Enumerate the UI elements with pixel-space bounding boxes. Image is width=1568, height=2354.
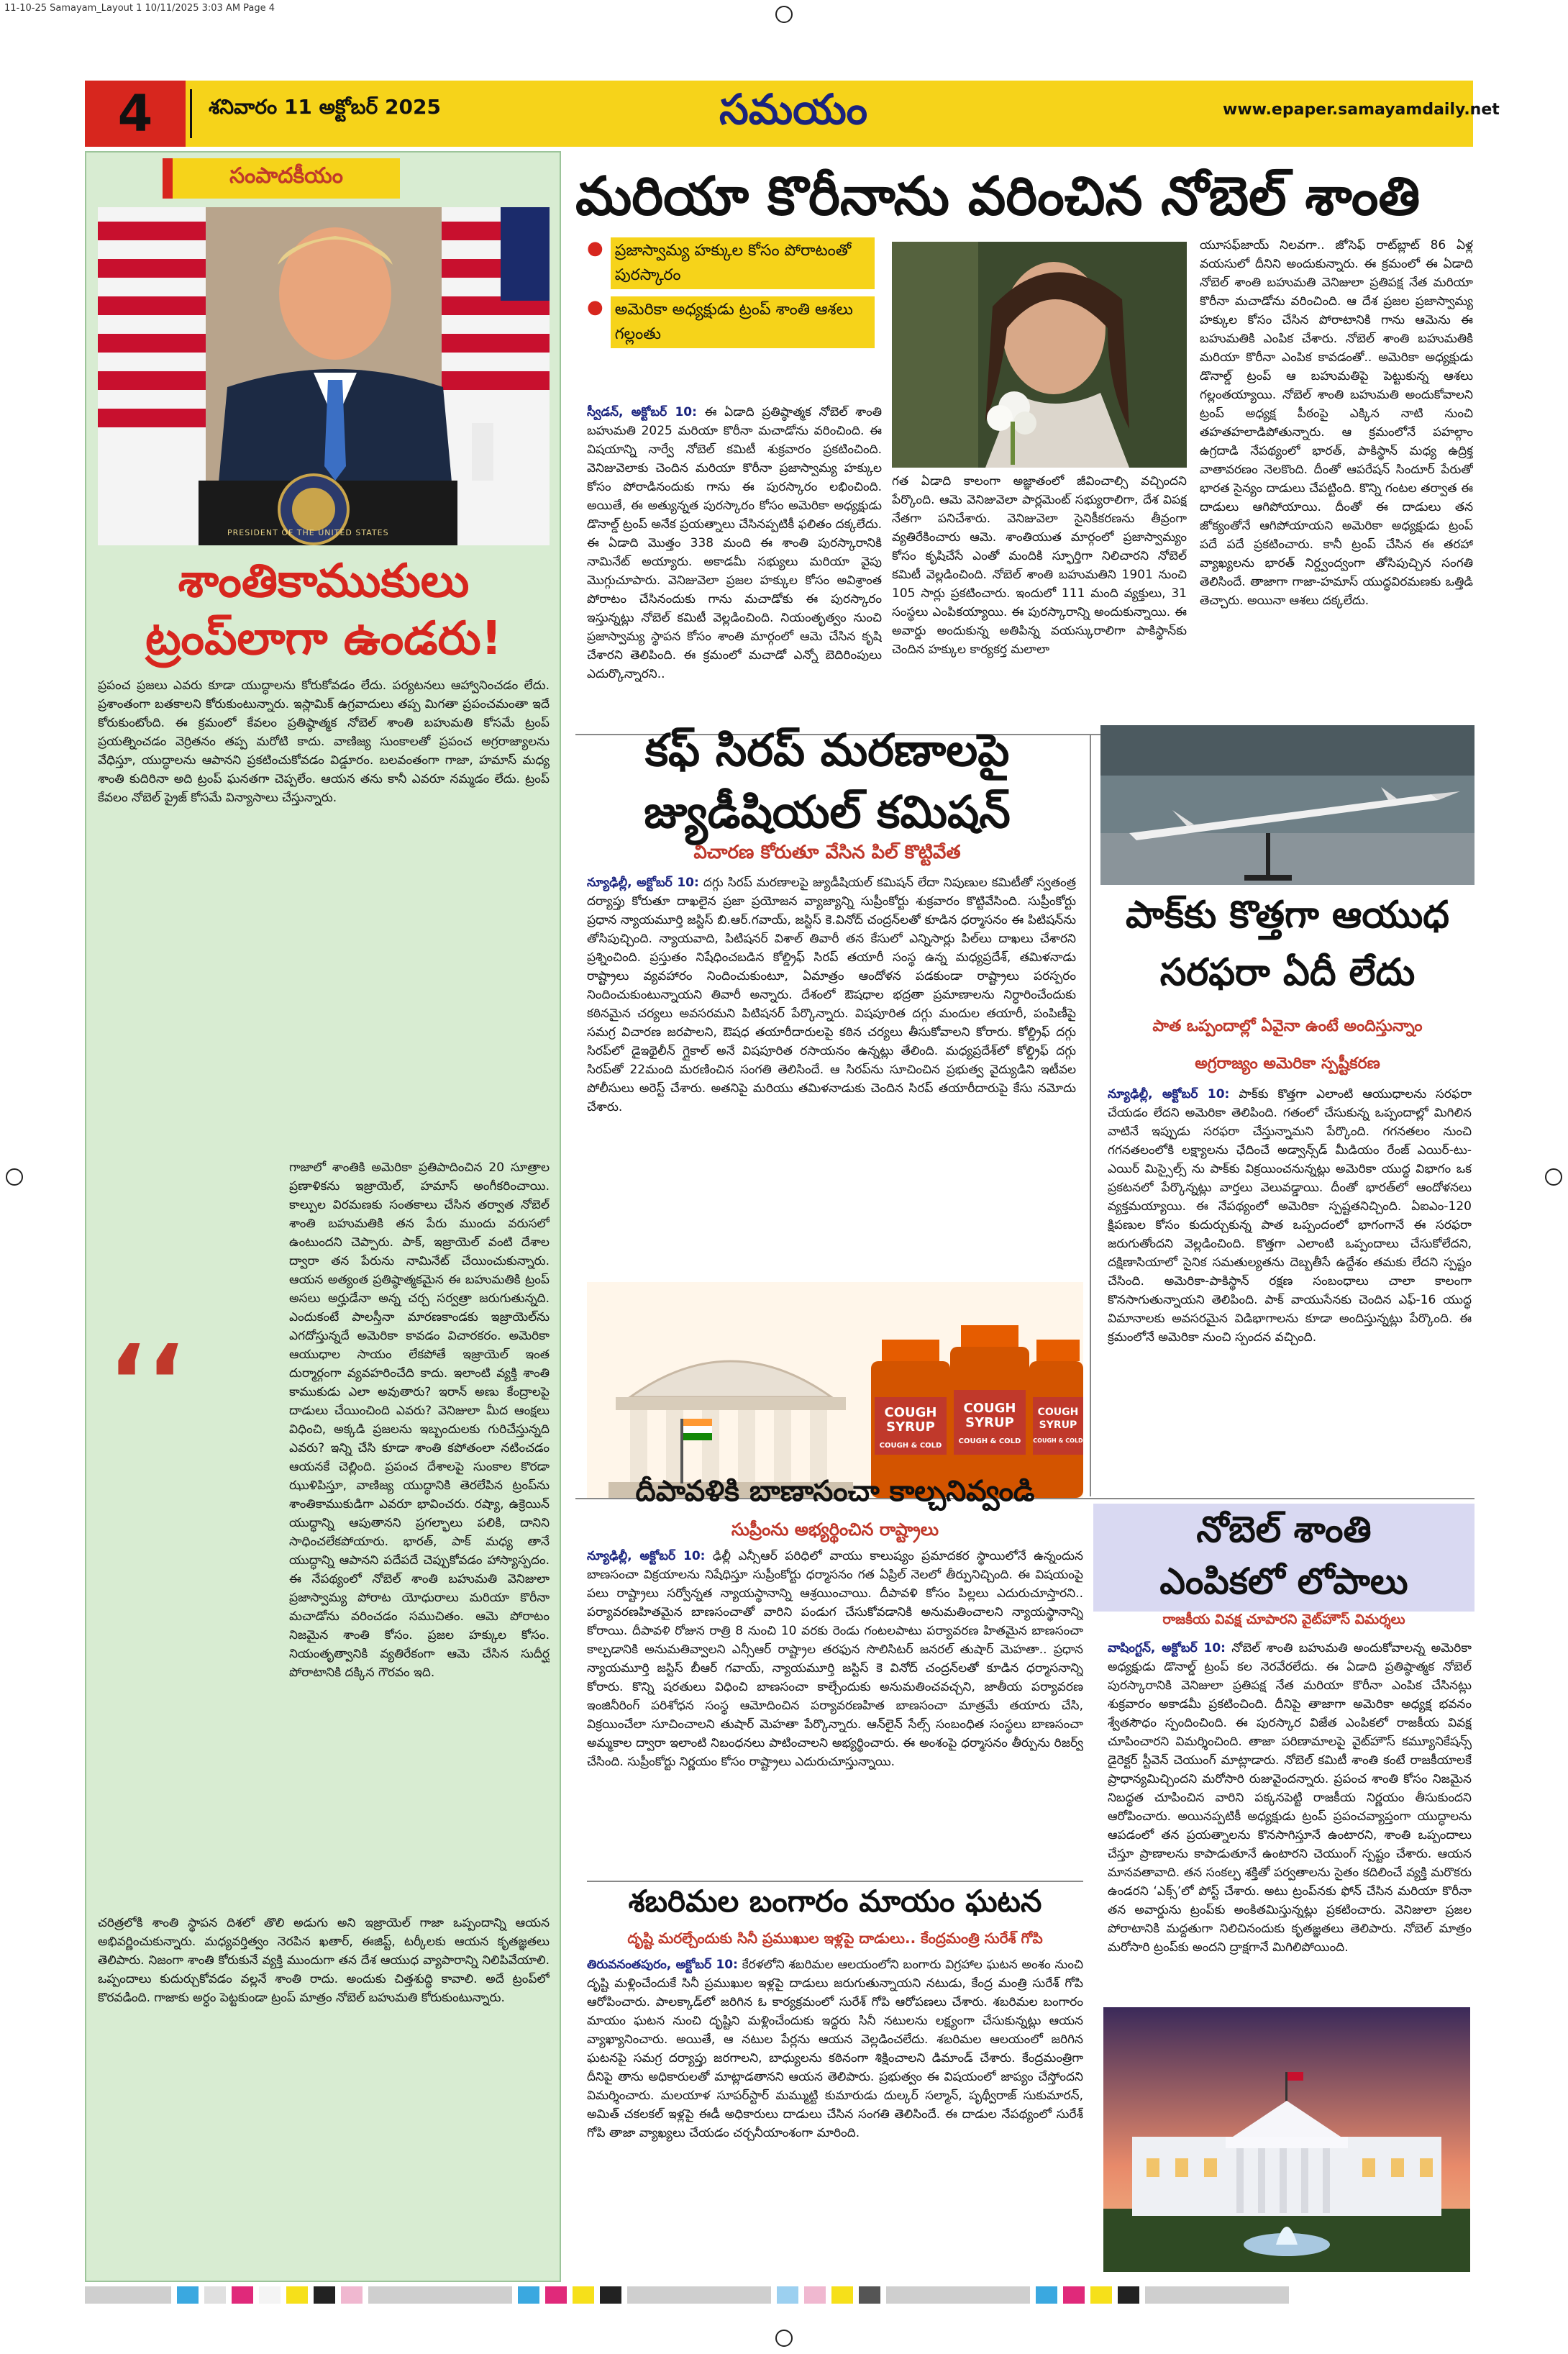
header-red-block xyxy=(85,81,186,147)
nobel-flaws-body: వాషింగ్టన్, అక్టోబర్ 10: నోబెల్ శాంతి బహుమతి అందుకోవాలన్న అమెరికా అధ్యక్షుడు డొనాల్డ్ ట్రంప్ కల నెరవేరలేదు. ఈ ఏడాది ప్రతిష్ఠాత్మక నోబెల్ పురస్కారానికి వెనిజులా ప్రతిపక్ష నేత మరియా కొరీనా ఎంపిక చేసినట్లు శుక్రవారం అకాడమీ ప్రకటించింది. దీనిపై తాజాగా అమెరికా అధ్యక్ష భవనం శ్వేతసౌధం స్పందించింది. ఈ పురస్కార విజేత ఎంపికలో రాజకీయ వివక్ష చూపించారని విమర్శించింది. తాజా పరిణామాలపై వైట్‌హౌస్ కమ్యూనికేషన్స్ డైరెక్టర్ స్టీవెన్ చెయుంగ్ మాట్లాడారు. నోబెల్ కమిటీ శాంతి కంటే రాజకీయాలకే ప్రాధాన్యమిచ్చిందని మరోసారి రుజువైందన్నారు. ప్రపంచ శాంతి కోసం నిజమైన నిబద్ధత చూపించిన వారిని పక్కనపెట్టి రాజకీయ నిర్ణయం తీసుకుందని ఆరోపించారు. అయినప్పటికీ అధ్యక్షుడు ట్రంప్ ప్రపంచవ్యాప్తంగా యుద్ధాలను ఆపడంలో తన ప్రయత్నాలను కొనసాగిస్తూనే ఉంటారని, శాంతి ఒప్పందాలు చేస్తూ ప్రాణాలను కాపాడుతూనే ఉంటారని చెయుంగ్ స్పష్టం చేశారు. ఆయన మానవతావాది. తన సంకల్ప శక్తితో పర్వతాలను సైతం కదిలించే వ్యక్తి మరొకరు ఉండరని ‘ఎక్స్’లో పోస్ట్ చేశారు. అటు ట్రంప్‌నకు ఫోన్ చేసిన మరియా కొరీనా తన అవార్డును ట్రంప్‌కు అంకితమిస్తున్నట్లు ప్రకటించారు. వెనిజులా ప్రజల పోరాటానికి మద్దతుగా నిలిచినందుకు కృతజ్ఞతలు తెలిపారు. నోబెల్ మాత్రం మరోసారి ట్రంప్‌కు అందని ద్రాక్షగానే మిగిలిపోయింది. xyxy=(1108,1641,1472,1955)
white-house-photo xyxy=(1103,2007,1470,2272)
nobel-bullet-2: ● అమెరికా అధ్యక్షుడు ట్రంప్ శాంతి ఆశలు గల్లంతు xyxy=(587,296,875,348)
syrup-label-2: COUGH SYRUP COUGH & COLD xyxy=(958,1401,1021,1445)
nobel-flaws-headline: నోబెల్ శాంతి ఎంపికలో లోపాలు xyxy=(1159,1509,1408,1602)
cough-headline: కఫ్ సిరప్ మరణాలపై జ్యుడీషియల్ కమిషన్ xyxy=(644,724,1011,838)
syrup-label-1: COUGH SYRUP COUGH & COLD xyxy=(879,1405,942,1450)
pak-subhead-1: పాత ఒప్పందాల్లో ఏవైనా ఉంటే అందిస్తున్నాం xyxy=(1152,1017,1423,1035)
registration-mark-bottom xyxy=(775,2330,793,2347)
podium-seal-caption: PRESIDENT OF THE UNITED STATES xyxy=(227,528,389,537)
pak-subhead-2: అగ్రరాజ్యం అమెరికా స్పష్టీకరణ xyxy=(1195,1055,1380,1073)
website-url[interactable]: www.epaper.samayamdaily.net xyxy=(1223,101,1500,119)
pak-headline: పాక్‌కు కొత్తగా ఆయుధ సరఫరా ఏదీ లేదు xyxy=(1125,894,1450,994)
deepavali-body: న్యూఢిల్లీ, అక్టోబర్ 10: ఢిల్లీ ఎన్సీఆర్ పరిధిలో వాయు కాలుష్యం ప్రమాదకర స్థాయిలోనే ఉన్నందున బాణసంచా విక్రయాలను నిషేధిస్తూ సుప్రీంకోర్టు ధర్మాసనం గత ఏప్రిల్ నెలలో తీర్పునిచ్చింది. ఈ విషయంపై పలు రాష్ట్రాలు సర్వోన్నత న్యాయస్థానాన్ని ఆశ్రయించాయి. దీపావళి కోసం పిల్లలు ఎదురుచూస్తారని.. పర్యావరణహితమైన బాణసంచాతో వారిని పండుగ చేసుకోవడానికి అనుమతించాలని న్యాయస్థానాన్ని కోరాయి. దీపావళి రోజున రాత్రి 8 నుంచి 10 వరకు రెండు గంటలపాటు పర్యావరణ హితమైన బాణసంచా కాల్చడానికి అనుమతివ్వాలని ఎన్సీఆర్ రాష్ట్రాల తరఫున సొలిసిటర్ జనరల్ తుషార్ మెహతా.. ప్రధాన న్యాయమూర్తి జస్టిస్ బీఆర్ గవాయ్, న్యాయమూర్తి జస్టిస్ కె వినోద్ చంద్రన్‌లతో కూడిన ధర్మాసనాన్ని కోరారు. కొన్ని షరతులు విధించి బాణసంచా కాల్చేందుకు అనుమతించవచ్చని, జాతీయ పర్యావరణ ఇంజినీరింగ్ పరిశోధన సంస్థ ఆమోదించిన పర్యావరణహిత బాణసంచా మాత్రమే తయారు చేసి, విక్రయించేలా సూచించాలని తుషార్ మెహతా పేర్కొన్నారు. ఆన్‌లైన్ సేల్స్ సంబంధిత సంస్థలు బాణసంచా అమ్మకాల ద్వారా ఇలాంటి నిబంధనలు పాటించాలని అభ్యర్థించారు. ఈ అంశంపై ధర్మాసనం తీర్పును రిజర్వ్ చేసింది. సుప్రీంకోర్టు నిర్ణయం కోసం రాష్ట్రాలు ఎదురుచూస్తున్నాయి. xyxy=(587,1549,1083,1769)
machado-photo xyxy=(892,242,1187,468)
divider-2 xyxy=(1090,734,1091,1496)
deepavali-subhead: సుప్రీంను అభ్యర్థించిన రాష్ట్రాలు xyxy=(731,1519,939,1540)
sabarimala-headline: శబరిమల బంగారం మాయం ఘటన xyxy=(628,1883,1042,1919)
syrup-label-3: COUGH SYRUP COUGH & COLD xyxy=(1033,1407,1083,1444)
cough-syrup-image xyxy=(587,1282,1083,1498)
nobel-flaws-subhead: రాజకీయ వివక్ష చూపారని వైట్‌హౌస్ విమర్శలు xyxy=(1162,1612,1405,1627)
editorial-quote-mark: ‘‘ xyxy=(108,1324,185,1441)
color-bar xyxy=(85,2286,1473,2304)
editorial-headline: శాంతికాముకులు ట్రంప్‌లాగా ఉండరు! xyxy=(145,555,502,665)
editorial-body-narrow: గాజాలో శాంతికి అమెరికా ప్రతిపాదించిన 20 సూత్రాల ప్రణాళికను ఇజ్రాయెల్, హమాస్ అంగీకరించాయి. కాల్పుల విరమణకు సంతకాలు చేసిన తర్వాత నోబెల్ శాంతి బహుమతికి తన పేరు ముందు వరుసలో ఉంటుందని చెప్పారు. పాక్, ఇజ్రాయెల్ వంటి దేశాల ద్వారా తన పేరును నామినేట్ చేయించుకున్నారు. ఆయన అత్యంత ప్రతిష్ఠాత్మకమైన ఈ బహుమతికి ట్రంప్ అసలు అర్హుడేనా అన్న చర్చ సర్వత్రా జరుగుతున్నది. ఎందుకంటే పాలస్తీనా మారణకాండకు ఇజ్రాయెల్‌ను ఎగదోస్తున్నదే అమెరికా కావడం విచారకరం. అమెరికా ఆయుధాల సాయం లేకపోతే ఇజ్రాయెల్ ఇంత దుర్మార్గంగా వ్యవహరించేది కాదు. ఇలాంటి వ్యక్తి శాంతి కాముకుడు ఎలా అవుతారు? ఇరాన్ అణు కేంద్రాలపై దాడులు చేయించింది ఎవరు? వెనిజులా మీద ఆంక్షలు విధించి, అక్కడి ప్రజలను ఇబ్బందులకు గురిచేస్తున్నది ఎవరు? ఇన్ని చేసి కూడా శాంతి కపోతంలా నటించడం ఆయనకే చెల్లింది. ప్రపంచ దేశాలపై సుంకాల కొరడా ఝుళిపిస్తూ, వాణిజ్య యుద్ధానికి తెరలేపిన ట్రంప్‌ను శాంతికాముకుడిగా ఎవరూ భావించరు. రష్యా, ఉక్రెయిన్ యుద్ధాన్ని ఆపుతానని ప్రగల్భాలు పలికి, దానిని సాధించలేకపోయారు. భారత్, పాక్ మధ్య తానే యుద్ధాన్ని ఆపానని పదేపదే చెప్పుకోవడం హాస్యాస్పదం. ఈ నేపథ్యంలో నోబెల్ శాంతి బహుమతి వెనిజులా ప్రజాస్వామ్య పోరాట యోధురాలు మరియా కొరీనా మచాడోను వరించడం సముచితం. ఆమె పోరాటం నిజమైన శాంతి కోసం. ప్రజల హక్కుల కోసం. నియంతృత్వానికి వ్యతిరేకంగా ఆమె చేసిన సుదీర్ఘ పోరాటానికి దక్కిన గౌరవం ఇది. xyxy=(289,1160,550,1680)
nobel-col2: గత ఏడాది కాలంగా అజ్ఞాతంలో జీవించాల్సి వచ్చిందని పేర్కొంది. ఆమె వెనిజువెలా పార్లమెంట్ సభ్యురాలిగా, దేశ విపక్ష నేతగా పనిచేశారు. వెనిజువెలా సైనికీకరణను తీవ్రంగా వ్యతిరేకించారు ఆమె. శాంతియుత మార్గంలో ప్రజాస్వామ్యం కోసం కృషిచేసే ఎంతో మందికి స్ఫూర్తిగా నిలిచారని నోబెల్ కమిటీ వెల్లడించింది. నోబెల్ శాంతి బహుమతిని 1901 నుంచి 105 సార్లు ప్రకటించారు. ఇందులో 111 మంది వ్యక్తులు, 31 సంస్థలు ఎంపికయ్యాయి. ఈ పురస్కారాన్ని అందుకున్నాయి. ఈ అవార్డు అందుకున్న అతిపిన్న వయస్కురాలిగా పాకిస్థాన్‌కు చెందిన హక్కుల కార్యకర్త మలాలా xyxy=(892,474,1187,657)
editorial-tag: సంపాదకీయం xyxy=(163,158,400,199)
masthead: సమయం xyxy=(719,85,868,134)
registration-mark-right xyxy=(1545,1168,1562,1186)
header-date: శనివారం 11 అక్టోబర్ 2025 xyxy=(209,95,441,119)
header-separator xyxy=(190,89,192,138)
sabarimala-subhead: దృష్టి మరల్చేందుకు సినీ ప్రముఖుల ఇళ్లపై దాడులు.. కేంద్రమంత్రి సురేశ్ గోపి xyxy=(627,1930,1043,1947)
missile-photo xyxy=(1100,725,1474,885)
page-number: 4 xyxy=(117,84,153,143)
trump-photo xyxy=(98,207,550,545)
nobel-col1: స్వీడన్, అక్టోబర్ 10: ఈ ఏడాది ప్రతిష్ఠాత్మక నోబెల్ శాంతి బహుమతి 2025 మరియా కొరీనా మచాడోను వరించింది. ఈ విషయాన్ని నార్వే నోబెల్ కమిటీ శుక్రవారం ప్రకటించింది. వెనిజువెలాకు చెందిన మరియా కొరీనా ప్రజాస్వామ్య హక్కుల కోసం పోరాడినందుకు గాను ఈ పురస్కారం లభించింది. అయితే, ఈ అత్యున్నత పురస్కారం కోసం అమెరికా అధ్యక్షుడు డొనాల్డ్ ట్రంప్ అనేక ప్రయత్నాలు చేసినప్పటికీ ఫలితం దక్కలేదు. ఈ ఏడాది మొత్తం 338 మంది ఈ శాంతి పురస్కారానికి నామినేట్ అయ్యారు. అకాడమీ సభ్యులు మరియా వైపు మొగ్గుచూపారు. వెనిజువెలా ప్రజల హక్కుల కోసం అవిశ్రాంత పోరాటం చేసినందుకు గాను మచాడోకు ఈ పురస్కారం ఇస్తున్నట్లు నోబెల్ కమిటీ వెల్లడించింది. నియంతృత్వం నుంచి ప్రజాస్వామ్య స్థాపన కోసం శాంతి మార్గంలో ఆమె చేసిన కృషి చేశారని తెలిపింది. ఈ క్రమంలో మచాడో ఎన్నో బెదిరింపులు ఎదుర్కొన్నారని.. xyxy=(587,405,882,681)
registration-mark-top xyxy=(775,6,793,23)
divider-4 xyxy=(587,1881,1083,1882)
cough-subhead: విచారణ కోరుతూ వేసిన పిల్ కొట్టివేత xyxy=(693,842,961,863)
sabarimala-body: తిరువనంతపురం, అక్టోబర్ 10: కేరళలోని శబరిమల ఆలయంలోని బంగారు విగ్రహాల ఘటన అంశం నుంచి దృష్టి మళ్లించేందుకే సినీ ప్రముఖుల ఇళ్లపై దాడులు జరుగుతున్నాయని నటుడు, కేంద్ర మంత్రి సురేశ్ గోపి ఆరోపించారు. పాలక్కాడ్‌లో జరిగిన ఓ కార్యక్రమంలో సురేశ్ గోపి ఆరోపణలు చేశారు. శబరిమల బంగారం మాయం ఘటన నుంచి దృష్టిని మళ్లించేందుకు ఇద్దరు సినీ నటులను లక్ష్యంగా చేసుకున్నట్లు ఆయన వ్యాఖ్యానించారు. అయితే, ఆ నటుల పేర్లను ఆయన వెల్లడించలేదు. శబరిమల ఆలయంలో జరిగిన ఘటనపై సమగ్ర దర్యాప్తు జరగాలని, బాధ్యులను కఠినంగా శిక్షించాలని డిమాండ్ చేశారు. కేంద్రమంత్రిగా దీనిపై తాను అధికారులతో మాట్లాడతానని ఆయన తెలిపారు. ప్రభుత్వం ఈ విషయంలో జాప్యం చేస్తోందని విమర్శించారు. మలయాళ సూపర్‌స్టార్ మమ్ముట్టి కుమారుడు దుల్కర్ సల్మాన్, పృథ్వీరాజ్ సుకుమారన్, అమిత్ చకలకల్ ఇళ్లపై ఈడీ అధికారులు దాడులు చేసిన సంగతి తెలిసిందే. ఈ దాడుల నేపథ్యంలో సురేశ్ గోపి తాజా వ్యాఖ్యలు చేయడం చర్చనీయాంశంగా మారింది. xyxy=(587,1958,1083,2140)
print-slug: 11-10-25 Samayam_Layout 1 10/11/2025 3:03 AM Page 4 xyxy=(4,3,275,14)
nobel-col3: యూసఫ్‌జాయ్ నిలవగా.. జోసెఫ్ రాట్‌బ్లాట్ 86 ఏళ్ల వయసులో దీనిని అందుకున్నారు. ఈ క్రమంలో ఈ ఏడాది నోబెల్ శాంతి బహుమతి వెనిజులా ప్రతిపక్ష నేత మరియా కొరీనా మచాడోను వరించింది. ఆ దేశ ప్రజల ప్రజాస్వామ్య హక్కుల కోసం చేసిన పోరాటానికి గాను ఆమెను ఈ బహుమతికి ఎంపిక చేశారు. నోబెల్ శాంతి బహుమతికి మరియా కొరీనా ఎంపిక కావడంతో.. అమెరికా అధ్యక్షుడు డొనాల్డ్ ట్రంప్ ఆ బహుమతిపై పెట్టుకున్న ఆశలు గల్లంతయ్యాయి. నోబెల్ శాంతి బహుమతి అందుకోవాలని ట్రంప్ అధ్యక్ష పీఠంపై ఎక్కిన నాటి నుంచి తహతహలాడిపోతున్నారు. ఆ క్రమంలోనే పహల్గాం ఉగ్రదాడి నేపథ్యంలో భారత్, పాకిస్థాన్ మధ్య ఉద్రిక్త వాతావరణం నెలకొంది. దీంతో ఆపరేషన్ సిందూర్ పేరుతో భారత సైన్యం దాడులు చేపట్టింది. కొన్ని గంటల తర్వాత ఈ దాడులు ఆగిపోయాయి. దీంతో ఈ దాడులు తన జోక్యంతోనే ఆగిపోయాయని అమెరికా అధ్యక్షుడు ట్రంప్ పదే పదే ప్రకటించారు. కానీ ట్రంప్ చేసిన ఈ తరహా వ్యాఖ్యలను భారత్ నిర్ద్వంద్వంగా తోసిపుచ్చిన సంగతి తెలిసిందే. తాజాగా గాజా-హమాస్ యుద్ధవిరమణకు ఒత్తిడి తెచ్చారు. అయినా ఆశలు దక్కలేదు. xyxy=(1200,238,1473,608)
editorial-body-bottom: చరిత్రలోకి శాంతి స్థాపన దిశలో తొలి అడుగు అని ఇజ్రాయెల్ గాజా ఒప్పందాన్ని ఆయన అభివర్ణించుకున్నారు. మధ్యవర్తిత్వం నెరపిన ఖతార్, ఈజిప్ట్, టర్కీలకు ఆయన కృతజ్ఞతలు తెలిపారు. నిజంగా శాంతి కోరుకునే వ్యక్తి ముందుగా తన దేశ ఆయుధ వ్యాపారాన్ని నిలిపివేయాలి. ఒప్పందాలు కుదుర్చుకోవడం వల్లనే శాంతి రాదు. అందుకు చిత్తశుద్ధి కావాలి. అదే ట్రంప్‌లో కొరవడింది. గాజాకు అర్ధం పెట్టకుండా ట్రంప్ మాత్రం నోబెల్ బహుమతి కోరుకుంటున్నారు. xyxy=(98,1916,550,2005)
editorial-body-top: ప్రపంచ ప్రజలు ఎవరు కూడా యుద్ధాలను కోరుకోవడం లేదు. పర్యటనలు ఆహ్వానించడం లేదు. ప్రశాంతంగా బతకాలని కోరుకుంటున్నారు. ఇస్లామిక్ ఉగ్రవాదులు తప్ప మిగతా ప్రపంచమంతా ఇదే కోరుకుంటోంది. ఈ క్రమంలో కేవలం ప్రతిష్ఠాత్మక నోబెల్ శాంతి బహుమతి కోసమే ట్రంప్ ప్రయత్నించడం వెర్రితనం తప్ప మరోటి కాదు. వాణిజ్య సుంకాలతో ప్రపంచ అగ్రరాజ్యాలను వేధిస్తూ, యుద్ధాలను ఆపానని ప్రకటించుకోవడం విడ్డూరం. బలవంతంగా గాజా, హమాస్ మధ్య శాంతి కుదిరినా అది ట్రంప్ ఘనతగా చెప్పలేం. ఆయన తను కానీ ఎవరూ నమ్మడం లేదు. ట్రంప్ కేవలం నోబెల్ ప్రైజ్ కోసమే విన్యాసాలు చేస్తున్నారు. xyxy=(98,678,550,805)
nobel-bullets xyxy=(587,237,875,396)
nobel-headline: మరియా కొరీనాను వరించిన నోబెల్ శాంతి xyxy=(575,165,1421,227)
registration-mark-left xyxy=(6,1168,23,1186)
cough-body: న్యూఢిల్లీ, అక్టోబర్ 10: దగ్గు సిరప్ మరణాలపై జ్యుడీషియల్ కమిషన్ లేదా నిపుణుల కమిటీతో స్వతంత్ర దర్యాప్తు కోరుతూ దాఖలైన ప్రజా ప్రయోజన వ్యాజ్యాన్ని సుప్రీంకోర్టు శుక్రవారం కొట్టివేసింది. సుప్రీంకోర్టు ప్రధాన న్యాయమూర్తి జస్టిస్ బి.ఆర్.గవాయ్, జస్టిస్ కె.వినోద్ చంద్రన్‌లతో కూడిన ధర్మాసనం ఈ పిటిషన్‌ను తోసిపుచ్చింది. న్యాయవాది, పిటిషనర్ విశాల్ తివారీ తన కేసులో ఎన్నిసార్లు పిల్‌లు దాఖలు చేశారని ప్రశ్నించింది. ప్రస్తుతం నిషేధించబడిన కోల్డ్రిఫ్ సిరప్ తయారీ సంస్థ ఉన్న మధ్యప్రదేశ్, తమిళనాడు రాష్ట్రాలు వ్యవహారం నిందించుకుంటూ, ఏమాత్రం ఆందోళన పడకుండా రాష్ట్రాలు పరస్పరం నిందించుకుంటున్నాయని తివారీ అన్నారు. దేశంలో ఔషధాల భద్రతా ప్రమాణాలను నిర్ధారించేందుకు కఠినమైన చర్యలు అవసరమని పిటిషనర్ పేర్కొన్నారు. విషపూరిత దగ్గు మందుల తయారీ, పంపిణీపై సమగ్ర విచారణ జరపాలని, ఔషధ తయారీదారులపై కఠిన చర్యలు తీసుకోవాలని కోరారు. కోల్డ్రిఫ్ దగ్గు సిరప్‌లో డైఇథైలీన్ గ్లైకాల్ అనే విషపూరిత రసాయనం ఉన్నట్లు తేలింది. మధ్యప్రదేశ్‌లో కోల్డ్రిఫ్ దగ్గు సిరప్‌తో 22మంది మరణించిన సంగతి తెలిసిందే. ఆ సిరప్‌ను సూచించిన ప్రభుత్వ వైద్యుడిని ఇటీవల పోలీసులు అరెస్ట్ చేశారు. అతనిపై మరియు తమిళనాడుకు చెందిన సిరప్ తయారీదారుపై కేసు నమోదు చేశారు. xyxy=(587,876,1076,1114)
nobel-bullet-1: ● ప్రజాస్వామ్య హక్కుల కోసం పోరాటంతో పురస్కారం xyxy=(587,237,875,289)
pak-body: న్యూఢిల్లీ, అక్టోబర్ 10: పాక్‌కు కొత్తగా ఎలాంటి ఆయుధాలను సరఫరా చేయడం లేదని అమెరికా తెలిపింది. గతంలో చేసుకున్న ఒప్పందాల్లో మిగిలిన వాటినే ఇప్పుడు సరఫరా చేస్తున్నామని పేర్కొంది. గగనతలం నుంచి గగనతలంలోకి లక్ష్యాలను ఛేదించే అడ్వాన్స్‌డ్ మీడియం రేంజ్ ఎయిర్-టు-ఎయిర్ మిస్సైల్స్ ను పాక్‌కు విక్రయించనున్నట్లు అమెరికా యుద్ధ విభాగం ఒక ప్రకటనలో పేర్కొన్నట్లు వార్తలు వెలువడ్డాయి. దీంతో భారత్‌లో ఆందోళనలు వ్యక్తమయ్యాయి. ఈ నేపథ్యంలో అమెరికా స్పష్టతనిచ్చింది. ఏఐఎం-120 క్షిపణుల కోసం కుదుర్చుకున్న పాత ఒప్పందంలో భాగంగానే ఈ సరఫరా జరుగుతోందని వెల్లడించింది. కొత్తగా ఎలాంటి ఒప్పందాలు చేసుకోలేదని, దక్షిణాసియాలో సైనిక సమతుల్యతను దెబ్బతీసే ఉద్దేశం తమకు లేదని స్పష్టం చేసింది. అమెరికా-పాకిస్థాన్ రక్షణ సంబంధాలు చాలా కాలంగా కొనసాగుతున్నాయని తెలిపింది. పాక్ వాయుసేనకు చెందిన ఎఫ్-16 యుద్ధ విమానాలకు అవసరమైన విడిభాగాలను కూడా అందిస్తున్నట్లు పేర్కొంది. ఈ క్రమంలోనే అమెరికా నుంచి స్పందన వచ్చింది. xyxy=(1108,1087,1472,1345)
deepavali-headline: దీపావళికి బాణాసంచా కాల్చనివ్వండి xyxy=(635,1475,1035,1508)
